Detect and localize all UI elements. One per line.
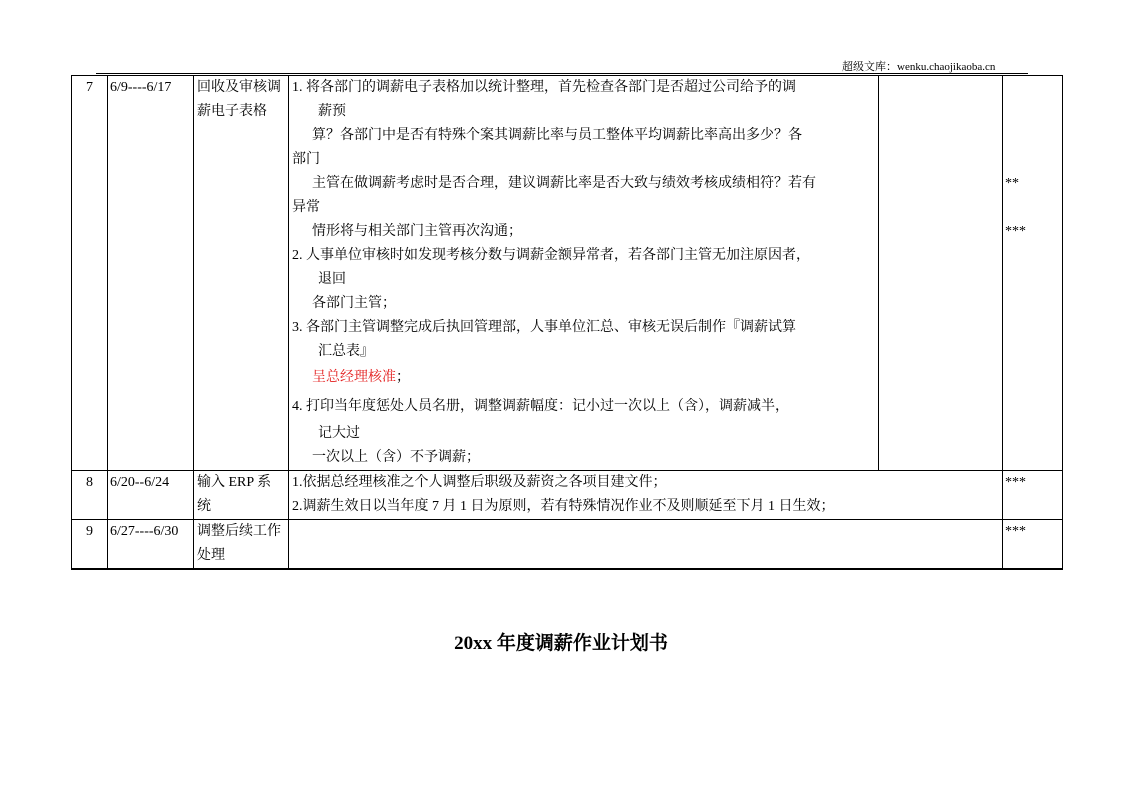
- page-title: 20xx 年度调薪作业计划书: [454, 633, 668, 654]
- row-number: 7: [72, 76, 108, 471]
- content-line: 1.依据总经理核准之个人调整后职级及薪资之各项目建文件；: [292, 475, 667, 490]
- row-content: [289, 471, 1003, 520]
- row-priority: [1003, 76, 1063, 471]
- content-line: 记大过: [318, 426, 360, 441]
- source-watermark: 超级文库：wenku.chaojikaoba.cn: [842, 61, 996, 73]
- table-row: [72, 76, 1063, 471]
- content-line: 2. 人事单位审核时如发现考核分数与调薪金额异常者，若各部门主管无加注原因者，: [292, 248, 810, 263]
- row-content: [289, 76, 879, 471]
- highlight-text: 呈总经理核准: [312, 370, 396, 385]
- content-line: 情形将与相关部门主管再次沟通；: [312, 224, 522, 239]
- content-line: 1. 将各部门的调薪电子表格加以统计整理，首先检查各部门是否超过公司给予的调: [292, 80, 796, 95]
- content-line: 各部门主管；: [312, 296, 396, 311]
- content-line: 异常: [292, 200, 320, 215]
- row-number: 8: [72, 471, 108, 520]
- table-row: [72, 471, 1063, 520]
- content-line: 部门: [292, 152, 320, 167]
- header-divider: [96, 73, 1028, 74]
- priority-mark: ***: [1005, 224, 1026, 239]
- row-blank-cell: [879, 76, 1003, 471]
- content-line: 薪预: [318, 104, 346, 119]
- row-priority: ***: [1003, 471, 1063, 520]
- content-line: 4. 打印当年度惩处人员名册，调整调薪幅度：记小过一次以上（含），调薪减半，: [292, 399, 789, 414]
- priority-mark: **: [1005, 176, 1019, 191]
- content-line: 汇总表』: [318, 344, 374, 359]
- content-line: [292, 364, 875, 392]
- row-number: 9: [72, 520, 108, 570]
- row-task: 调整后续工作处理: [194, 520, 289, 570]
- row-task: 回收及审核调薪电子表格: [194, 76, 289, 471]
- table-row: [72, 520, 1063, 570]
- row-date: 6/27----6/30: [108, 520, 194, 570]
- row-date: 6/20--6/24: [108, 471, 194, 520]
- content-line: 主管在做调薪考虑时是否合理，建议调薪比率是否大致与绩效考核成绩相符？若有: [312, 176, 816, 191]
- priority-spacer: [1005, 76, 1059, 172]
- row-task: 输入 ERP 系统: [194, 471, 289, 520]
- content-line: 3. 各部门主管调整完成后执回管理部，人事单位汇总、审核无误后制作『调薪试算: [292, 320, 796, 335]
- row-priority: ***: [1003, 520, 1063, 570]
- content-line: 退回: [318, 272, 346, 287]
- highlight-punct: ；: [396, 370, 410, 385]
- content-line: 2.调薪生效日以当年度 7 月 1 日为原则，若有特殊情况作业不及则顺延至下月 1 日生效；: [292, 499, 835, 514]
- schedule-table: [71, 75, 1063, 570]
- row-date: 6/9----6/17: [108, 76, 194, 471]
- content-line: 一次以上（含）不予调薪；: [312, 450, 480, 465]
- content-line: 算？各部门中是否有特殊个案其调薪比率与员工整体平均调薪比率高出多少？各: [312, 128, 802, 143]
- row-content: [289, 520, 1003, 570]
